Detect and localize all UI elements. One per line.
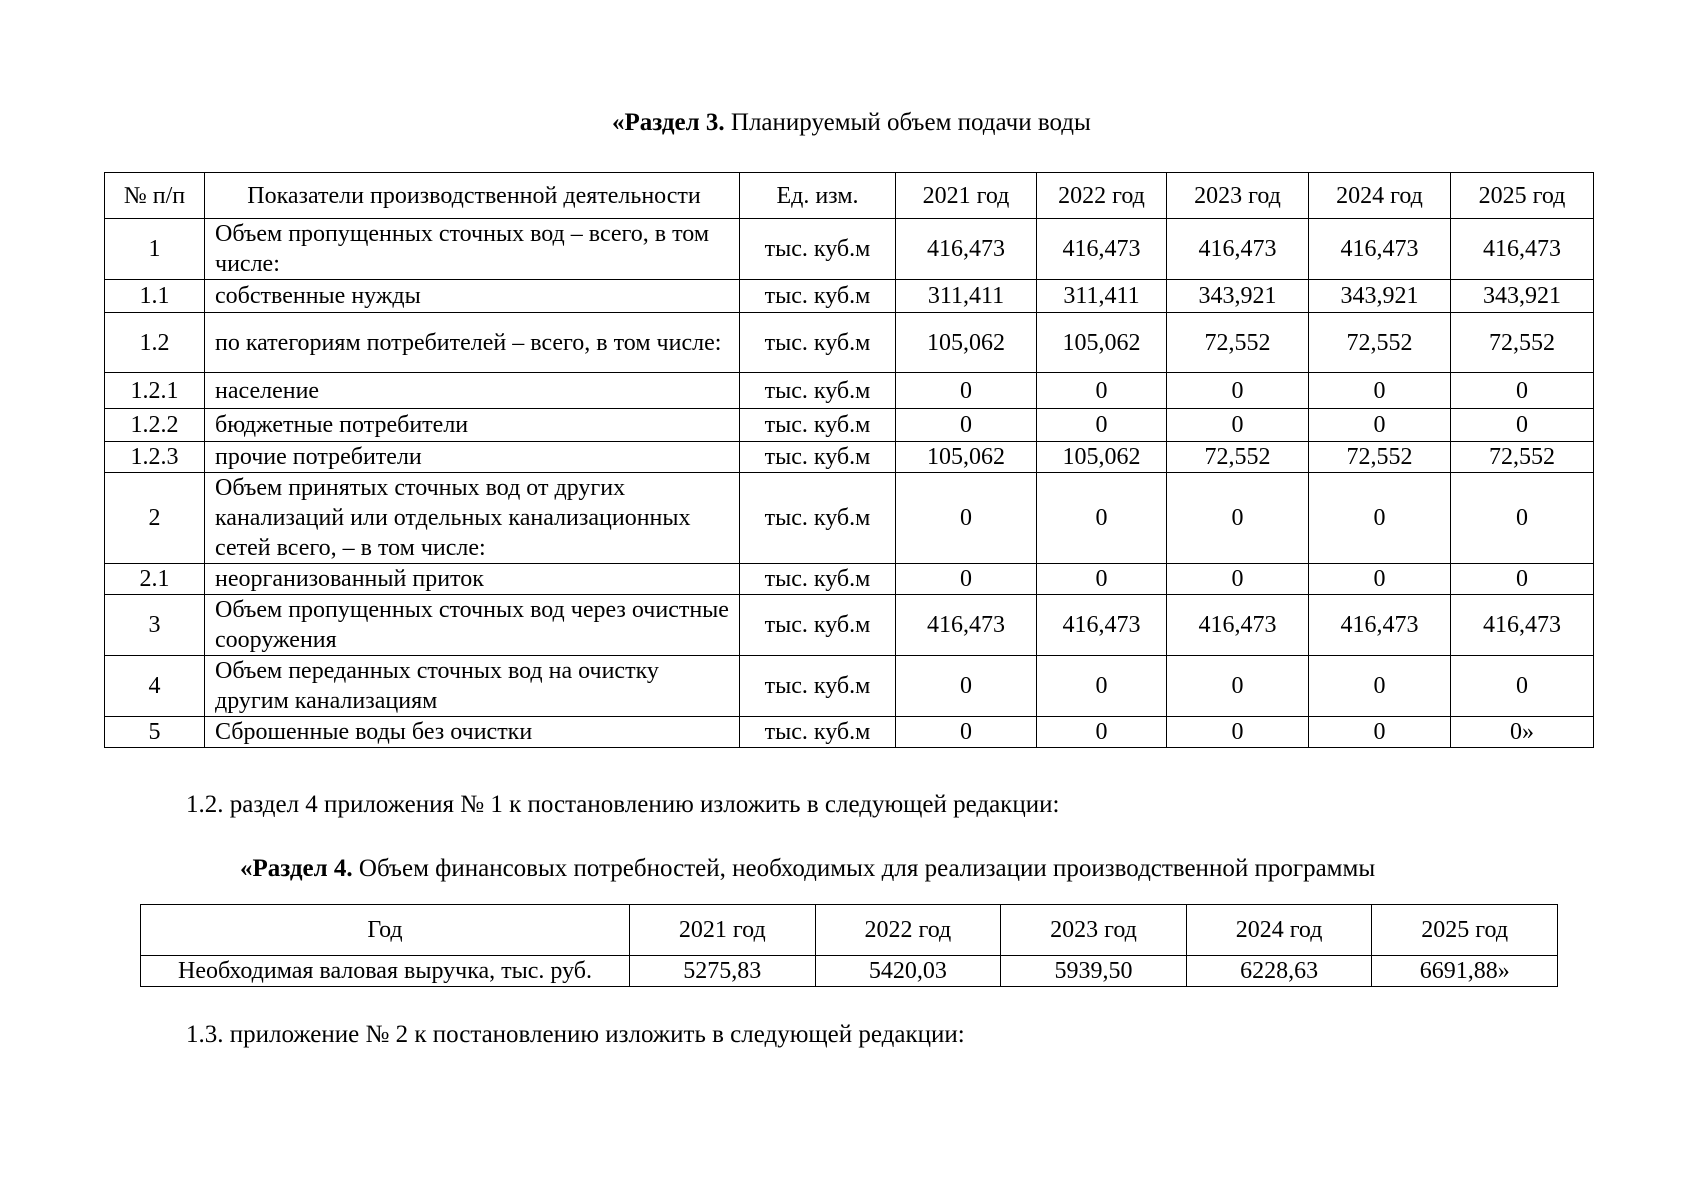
table-row [105, 373, 1594, 409]
row-unit: тыс. куб.м [740, 409, 896, 442]
table-row [105, 656, 1594, 717]
table-row [105, 442, 1594, 473]
paragraph-1-2: 1.2. раздел 4 приложения № 1 к постановлению изложить в следующей редакции: [186, 791, 1060, 818]
row-value-2023: 0 [1167, 473, 1309, 564]
row-indicator: Объем пропущенных сточных вод через очистные сооружения [205, 595, 740, 656]
row-value-2022: 0 [1037, 373, 1167, 409]
row-value-2021: 0 [896, 409, 1037, 442]
row-value-2023: 0 [1167, 564, 1309, 595]
section-3-title [612, 109, 1091, 137]
row-value-2024: 0 [1309, 473, 1451, 564]
row-num: 1 [105, 219, 205, 280]
row-value-2022: 0 [1037, 717, 1167, 748]
row-value-2021: 416,473 [896, 595, 1037, 656]
header-year-2023: 2023 год [1167, 173, 1309, 219]
row-value-2021: 311,411 [896, 280, 1037, 313]
header-year-2023: 2023 год [1001, 905, 1187, 956]
row-value-2021: 416,473 [896, 219, 1037, 280]
row-num: 2 [105, 473, 205, 564]
row-indicator: Сброшенные воды без очистки [205, 717, 740, 748]
row-value-2025: 416,473 [1451, 595, 1594, 656]
row-value-2022: 0 [1037, 409, 1167, 442]
header-year-2025: 2025 год [1451, 173, 1594, 219]
paragraph-1-3: 1.3. приложение № 2 к постановлению изложить в следующей редакции: [186, 1021, 965, 1048]
header-unit: Ед. изм. [740, 173, 896, 219]
row-value-2024: 0 [1309, 717, 1451, 748]
row-value-2022: 105,062 [1037, 442, 1167, 473]
water-supply-table [104, 172, 1594, 748]
header-year-2022: 2022 год [815, 905, 1001, 956]
row-value-2025: 343,921 [1451, 280, 1594, 313]
row-value-2021: 0 [896, 717, 1037, 748]
row-value-2025: 0 [1451, 373, 1594, 409]
row-indicator: неорганизованный приток [205, 564, 740, 595]
row-unit: тыс. куб.м [740, 219, 896, 280]
table-row [105, 409, 1594, 442]
section-3-title-bold: «Раздел 3. [612, 109, 725, 136]
header-year-2025: 2025 год [1372, 905, 1558, 956]
row-value-2022: 0 [1037, 564, 1167, 595]
header-year-2022: 2022 год [1037, 173, 1167, 219]
value-2023: 5939,50 [1001, 956, 1187, 987]
table-row [105, 473, 1594, 564]
row-value-2023: 0 [1167, 373, 1309, 409]
header-num: № п/п [105, 173, 205, 219]
row-unit: тыс. куб.м [740, 373, 896, 409]
row-value-2025: 416,473 [1451, 219, 1594, 280]
row-indicator: Объем пропущенных сточных вод – всего, в том числе: [205, 219, 740, 280]
row-num: 4 [105, 656, 205, 717]
row-value-2021: 0 [896, 373, 1037, 409]
row-value-2025: 0 [1451, 409, 1594, 442]
row-value-2022: 311,411 [1037, 280, 1167, 313]
row-value-2022: 416,473 [1037, 219, 1167, 280]
value-2025: 6691,88» [1372, 956, 1558, 987]
row-value-2022: 416,473 [1037, 595, 1167, 656]
row-num: 5 [105, 717, 205, 748]
row-value-2024: 0 [1309, 564, 1451, 595]
row-value-2023: 72,552 [1167, 313, 1309, 373]
header-year-2024: 2024 год [1309, 173, 1451, 219]
row-value-2024: 72,552 [1309, 442, 1451, 473]
row-value-2021: 105,062 [896, 313, 1037, 373]
row-indicator: Объем принятых сточных вод от других канализаций или отдельных канализационных сетей всего, – в том числе: [205, 473, 740, 564]
table-header-row [105, 173, 1594, 219]
water-supply-table-body [105, 219, 1594, 748]
row-indicator: Объем переданных сточных вод на очистку другим канализациям [205, 656, 740, 717]
row-value-2022: 0 [1037, 473, 1167, 564]
row-value-2024: 416,473 [1309, 219, 1451, 280]
section-4-title-rest: Объем финансовых потребностей, необходимых для реализации производственной программы [352, 855, 1376, 882]
table-row [105, 595, 1594, 656]
header-year-2021: 2021 год [896, 173, 1037, 219]
header-year-label: Год [141, 905, 630, 956]
table-row [141, 956, 1558, 987]
row-unit: тыс. куб.м [740, 442, 896, 473]
row-unit: тыс. куб.м [740, 717, 896, 748]
value-2021: 5275,83 [630, 956, 816, 987]
row-value-2025: 0 [1451, 473, 1594, 564]
row-value-2024: 0 [1309, 373, 1451, 409]
row-label-revenue: Необходимая валовая выручка, тыс. руб. [141, 956, 630, 987]
row-value-2021: 0 [896, 564, 1037, 595]
row-value-2025: 72,552 [1451, 313, 1594, 373]
row-unit: тыс. куб.м [740, 280, 896, 313]
row-value-2024: 416,473 [1309, 595, 1451, 656]
table-row [105, 717, 1594, 748]
row-value-2021: 105,062 [896, 442, 1037, 473]
row-value-2023: 72,552 [1167, 442, 1309, 473]
row-indicator: прочие потребители [205, 442, 740, 473]
row-num: 3 [105, 595, 205, 656]
row-value-2024: 0 [1309, 656, 1451, 717]
row-unit: тыс. куб.м [740, 656, 896, 717]
row-indicator: по категориям потребителей – всего, в том числе: [205, 313, 740, 373]
header-year-2024: 2024 год [1186, 905, 1372, 956]
table-row [105, 280, 1594, 313]
header-indicator: Показатели производственной деятельности [205, 173, 740, 219]
row-value-2021: 0 [896, 473, 1037, 564]
row-indicator: население [205, 373, 740, 409]
row-value-2022: 105,062 [1037, 313, 1167, 373]
row-indicator: бюджетные потребители [205, 409, 740, 442]
row-value-2024: 72,552 [1309, 313, 1451, 373]
row-num: 1.1 [105, 280, 205, 313]
row-value-2025: 0» [1451, 717, 1594, 748]
financial-needs-table [140, 904, 1558, 987]
row-num: 1.2.1 [105, 373, 205, 409]
row-num: 1.2.3 [105, 442, 205, 473]
row-num: 2.1 [105, 564, 205, 595]
row-value-2025: 0 [1451, 656, 1594, 717]
table-row [105, 313, 1594, 373]
row-value-2025: 72,552 [1451, 442, 1594, 473]
row-value-2023: 416,473 [1167, 595, 1309, 656]
row-value-2023: 0 [1167, 409, 1309, 442]
table-row [105, 219, 1594, 280]
row-value-2024: 343,921 [1309, 280, 1451, 313]
row-value-2023: 0 [1167, 656, 1309, 717]
row-value-2023: 416,473 [1167, 219, 1309, 280]
row-unit: тыс. куб.м [740, 313, 896, 373]
row-unit: тыс. куб.м [740, 564, 896, 595]
row-unit: тыс. куб.м [740, 473, 896, 564]
header-year-2021: 2021 год [630, 905, 816, 956]
value-2022: 5420,03 [815, 956, 1001, 987]
value-2024: 6228,63 [1186, 956, 1372, 987]
row-unit: тыс. куб.м [740, 595, 896, 656]
section-4-title-bold: «Раздел 4. [240, 855, 353, 882]
row-value-2022: 0 [1037, 656, 1167, 717]
row-value-2023: 343,921 [1167, 280, 1309, 313]
section-3-title-rest: Планируемый объем подачи воды [724, 109, 1091, 136]
row-num: 1.2.2 [105, 409, 205, 442]
section-4-title [240, 855, 1375, 883]
row-value-2021: 0 [896, 656, 1037, 717]
row-indicator: собственные нужды [205, 280, 740, 313]
table-header-row [141, 905, 1558, 956]
row-value-2025: 0 [1451, 564, 1594, 595]
row-value-2023: 0 [1167, 717, 1309, 748]
row-value-2024: 0 [1309, 409, 1451, 442]
row-num: 1.2 [105, 313, 205, 373]
table-row [105, 564, 1594, 595]
